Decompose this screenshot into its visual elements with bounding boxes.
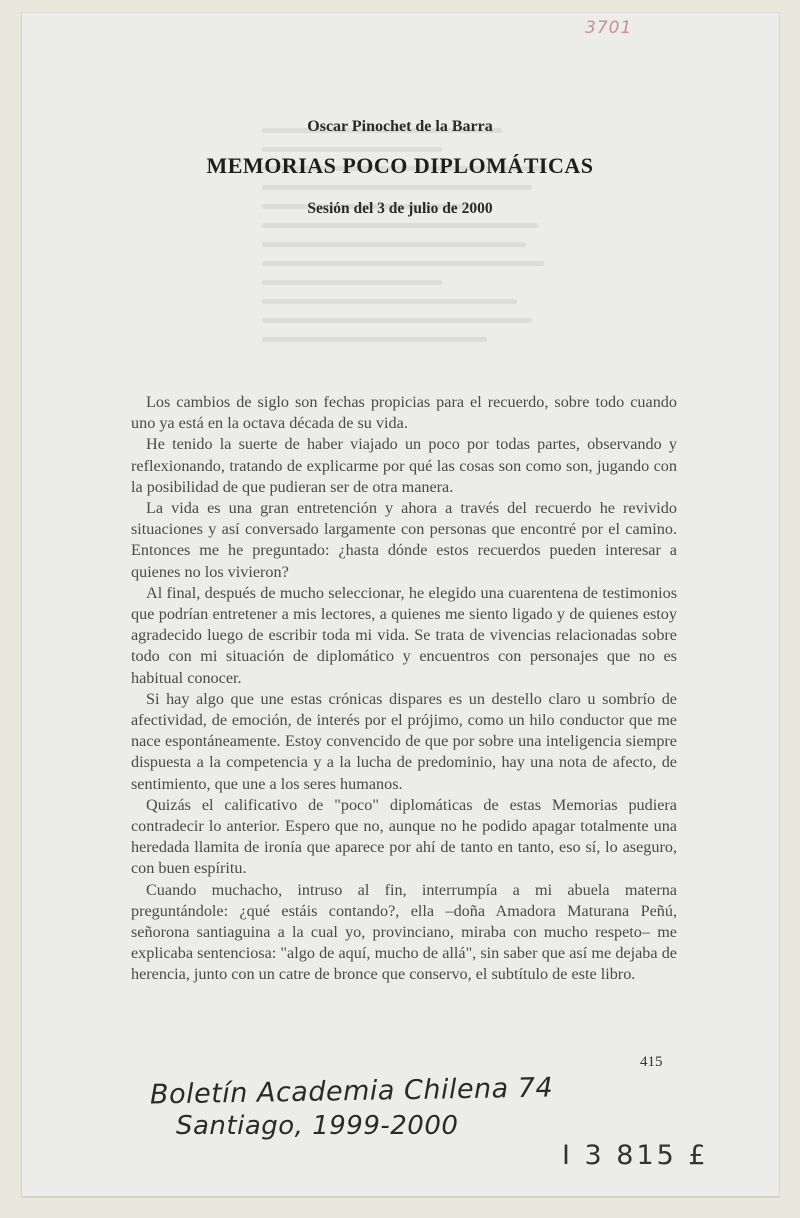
paragraph: La vida es una gran entretención y ahora a través del recuerdo he revivido situaciones y así conversado largamente con personas que encontré por el camino. Entonces me he preguntado: ¿hasta dónde estos recuerdos pueden interesar a quienes no los vivieron? (131, 499, 677, 581)
author-name: Oscar Pinochet de la Barra (307, 118, 493, 135)
handwritten-catalog-number: I 3 815 £ (562, 1140, 709, 1171)
handwritten-source: Boletín Academia Chilena 74 (149, 1072, 554, 1111)
session-date: Sesión del 3 de julio de 2000 (307, 200, 493, 217)
paragraph: He tenido la suerte de haber viajado un poco por todas partes, observando y reflexionando, tratando de explicarme por qué las cosas son como son, jugando con la posibilidad de que pudieran ser de otra manera. (131, 435, 677, 496)
archive-annotation: 3701 (585, 18, 633, 38)
body-text (131, 392, 677, 986)
paragraph: Cuando muchacho, intruso al fin, interrumpía a mi abuela materna preguntándole: ¿qué estáis contando?, ella –doña Amadora Maturana Peñú, señorona santiaguina a la cual yo, provinciano, miraba con mucho respeto– me explicaba sentenciosa: "algo de aquí, mucho de allá", sin saber que así me dejaba de herencia, junto con un catre de bronce que conservo, el subtítulo de este libro. (131, 880, 677, 984)
handwritten-place-date: Santiago, 1999-2000 (176, 1111, 459, 1141)
document-title: MEMORIAS POCO DIPLOMÁTICAS (206, 153, 594, 178)
paragraph: Los cambios de siglo son fechas propicias para el recuerdo, sobre todo cuando uno ya está en la octava década de su vida. (131, 393, 677, 433)
paragraph: Al final, después de mucho seleccionar, he elegido una cuarentena de testimonios que podrían entretener a mis lectores, a quienes me siento ligado y de quienes estoy agradecido luego de escribir toda mi vida. Se trata de vivencias relacionadas sobre todo con mi situación de diplomático y encuentros con personajes que no es habitual conocer. (131, 583, 677, 687)
paragraph: Si hay algo que une estas crónicas dispares es un destello claro u sombrío de afectividad, de emoción, de interés por el prójimo, como un hilo conductor que me nace espontáneamente. Estoy convencido de que por sobre una inteligencia siempre dispuesta a la competencia y a la lucha de predominio, hay una nota de afecto, de sentimiento, que une a los seres humanos. (131, 689, 677, 793)
paragraph: Quizás el calificativo de "poco" diplomáticas de estas Memorias pudiera contradecir lo anterior. Espero que no, aunque no he podido apagar totalmente una heredada llamita de ironía que aparece por ahí de tanto en tanto, eso sí, lo aseguro, con buen espíritu. (131, 795, 677, 878)
page-number: 415 (640, 1054, 663, 1070)
